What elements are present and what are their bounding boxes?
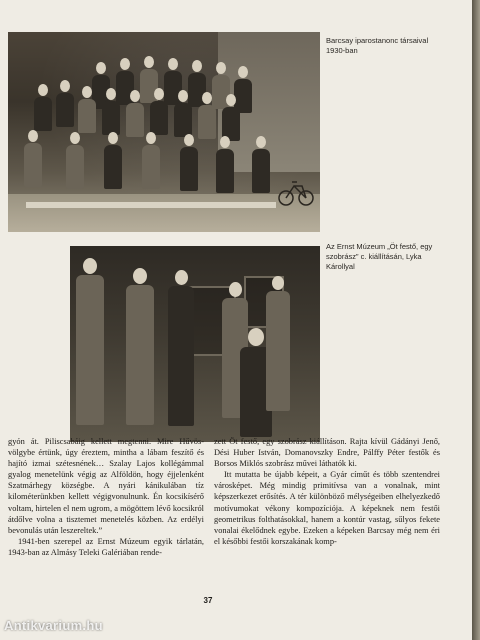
person-figure: [222, 94, 240, 141]
watermark-logo: Antikvarium.hu: [4, 618, 103, 633]
photo2-caption: Az Ernst Múzeum „Öt festő, egy szobrász” c. kiállításán, Lyka Károllyal: [326, 242, 433, 271]
bicycle-icon: [278, 172, 314, 208]
person-figure: [174, 90, 192, 137]
paragraph: gyón át. Piliscsabáig kellett megtenni. Mire Hűvös-völgybe értünk, úgy éreztem, mintha a lábam feszítő és hajító izmai szétesnének… Szalay Lajos kollégámmal gyalog menetelünk végig az Alföldön, hogy éjjelenként Szatmárhegy községbe. A nyári kánikulában tíz kilométerünkben kellett végigvonulnunk. Én kocsikísérő voltam, hirtelen el nem ugrom, a mögöttem lévő kocsikról átdőlve volna a tisztemet menetelés közben. Az erdélyi bevonulás után leszereltek.”: [8, 437, 204, 535]
group-photo: [8, 32, 320, 232]
person-figure: [216, 136, 234, 193]
page-edge: [472, 0, 480, 640]
page-number: 37: [203, 596, 213, 605]
person-figure: [24, 130, 42, 187]
person-figure: [56, 80, 74, 127]
person-figure: [78, 86, 96, 133]
person-figure: [102, 88, 120, 135]
person-figure: [66, 132, 84, 189]
paragraph: Itt mutatta be újabb képeit, a Gyár címűt és több szentendrei városképet. Még mindig primitívsa van a vonalnak, mint képszerkezet erősítés. A tér különböző mélységeiben elhelyezkedő motívumokat vékony kompozíciója. A képeknek nem festői geometrikus folthatásokkal, hanem a kontúr vastag, sűlyos fekete vonalai ékelődnek egybe. Ezeken a képeken Barcsay még nem éri el későbbi festői korszakának komp-: [214, 470, 440, 546]
person-figure: [168, 270, 194, 426]
person-figure: [34, 84, 52, 131]
person-figure: [126, 90, 144, 137]
person-figure: [126, 268, 154, 425]
text-column-right: [214, 436, 440, 547]
photo1-caption: Barcsay iparostanonc társaival 1930-ban: [326, 36, 429, 55]
person-figure: [76, 258, 104, 425]
person-figure: [266, 276, 290, 411]
text-column-left: [8, 436, 204, 558]
exhibition-photo: [70, 246, 320, 442]
person-figure: [198, 92, 216, 139]
paragraph: 1941-ben szerepel az Ernst Múzeum egyik tárlatán, 1943-ban az Almásy Teleki Galériában rende-: [8, 536, 204, 557]
person-figure: [142, 132, 160, 189]
person-figure: [104, 132, 122, 189]
paragraph: zett Öt festő, egy szobrász kiállításon. Rajta kívül Gádányi Jenő, Dési Huber István, Domanovszky Endre, Pálffy Péter festők és Borsos Miklós szobrász művei láthatók ki.: [214, 437, 440, 469]
person-figure: [180, 134, 198, 191]
bench: [26, 202, 276, 208]
person-figure: [252, 136, 270, 193]
photo-ground: [8, 194, 320, 232]
person-figure: [150, 88, 168, 135]
